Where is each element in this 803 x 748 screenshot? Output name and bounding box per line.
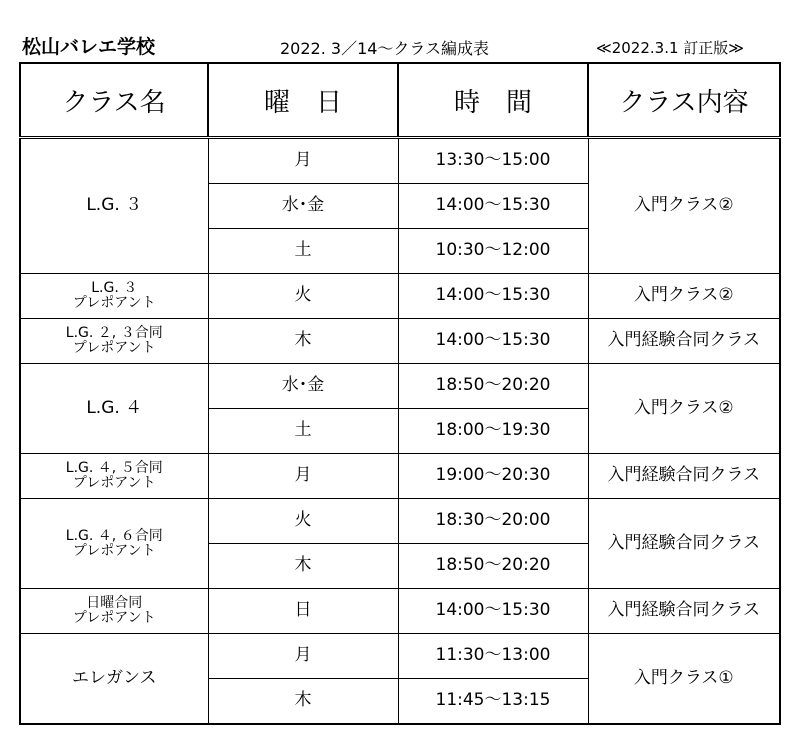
time-cell: 18:30～20:00 [398,499,588,544]
day-cell: 水･金 [208,184,398,229]
class-name-cell: エレガンス [20,634,208,725]
day-cell: 月 [208,634,398,679]
day-cell: 木 [208,679,398,725]
column-header-class-name: クラス名 [20,63,208,138]
time-cell: 11:30～13:00 [398,634,588,679]
table-row [20,634,780,679]
time-cell: 18:50～20:20 [398,364,588,409]
content-cell: 入門経験合同クラス [588,319,780,364]
class-schedule-table [19,62,781,725]
day-cell: 月 [208,138,398,184]
class-name-line: L.G. ４, ５合同 [65,460,163,477]
time-cell: 11:45～13:15 [398,679,588,725]
day-cell: 水･金 [208,364,398,409]
time-cell: 13:30～15:00 [398,138,588,184]
table-row [20,319,780,364]
day-cell: 土 [208,229,398,274]
column-header-content: クラス内容 [588,63,780,138]
schedule-subtitle: 2022. 3／14～クラス編成表 [280,39,489,58]
revision-note: ≪2022.3.1 訂正版≫ [596,39,744,57]
content-cell: 入門クラス① [588,634,780,725]
class-name-line: プレポアント [72,475,156,491]
day-cell: 木 [208,319,398,364]
class-name-cell [20,319,208,364]
class-name-cell [20,589,208,634]
class-name-line: プレポアント [72,610,156,626]
time-cell: 14:00～15:30 [398,184,588,229]
table-row [20,138,780,184]
day-cell: 火 [208,499,398,544]
class-name-line: プレポアント [72,340,156,356]
class-name-cell [20,454,208,499]
day-cell: 木 [208,544,398,589]
class-name-line: 日曜合同 [86,595,143,612]
content-cell: 入門経験合同クラス [588,499,780,589]
day-cell: 火 [208,274,398,319]
table-row [20,364,780,409]
class-name-line: L.G. ４, ６合同 [65,527,163,544]
class-name-cell: L.G. ４ [20,364,208,454]
table-row [20,499,780,544]
content-cell: 入門経験合同クラス [588,454,780,499]
time-cell: 14:00～15:30 [398,589,588,634]
content-cell: 入門クラス② [588,364,780,454]
table-row [20,589,780,634]
class-name-cell [20,499,208,589]
time-cell: 14:00～15:30 [398,319,588,364]
table-header-row [20,63,780,138]
column-header-day: 曜 日 [208,63,398,138]
time-cell: 18:50～20:20 [398,544,588,589]
school-name: 松山バレエ学校 [22,36,156,58]
class-name-line: L.G. ２, ３合同 [65,325,163,342]
table-row [20,274,780,319]
time-cell: 18:00～19:30 [398,409,588,454]
day-cell: 月 [208,454,398,499]
day-cell: 土 [208,409,398,454]
table-row [20,454,780,499]
class-name-line: プレポアント [72,295,156,311]
content-cell: 入門経験合同クラス [588,589,780,634]
class-name-cell [20,274,208,319]
time-cell: 19:00～20:30 [398,454,588,499]
content-cell: 入門クラス② [588,138,780,274]
class-name-line: L.G. ３ [91,280,138,297]
column-header-time: 時 間 [398,63,588,138]
time-cell: 10:30～12:00 [398,229,588,274]
day-cell: 日 [208,589,398,634]
time-cell: 14:00～15:30 [398,274,588,319]
class-name-cell: L.G. ３ [20,138,208,274]
content-cell: 入門クラス② [588,274,780,319]
class-name-line: プレポアント [72,542,156,559]
